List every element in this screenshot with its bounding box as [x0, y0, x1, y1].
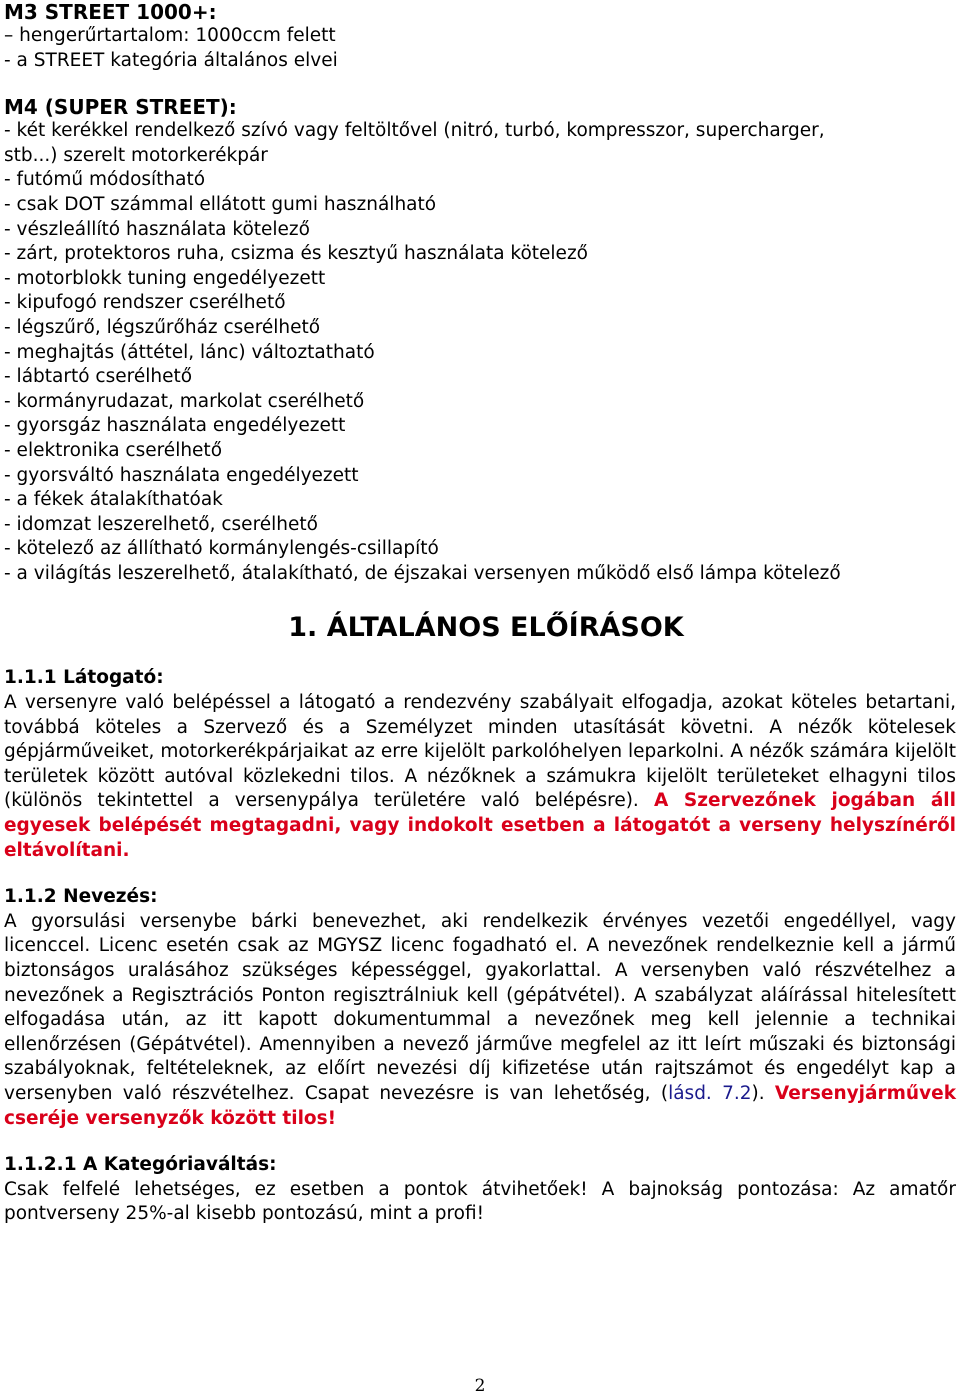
m4-title: M4 (SUPER STREET): — [4, 95, 237, 120]
m4-item: - a világítás leszerelhető, átalakítható, de éjszakai versenyen működő első lámpa kötelező — [4, 562, 841, 584]
kategoria-paragraph: Csak felfelé lehetséges, ez esetben a pontok átvihetőek! A bajnokság pontozása: Az amatőr pontverseny 25%-al kisebb pontozású, mint a profi! — [4, 1178, 956, 1225]
m3-item: - a STREET kategória általános elvei — [4, 49, 338, 71]
m4-item: - vészleállító használata kötelező — [4, 218, 310, 240]
page-number: 2 — [474, 1376, 486, 1396]
m4-item: - meghajtás (áttétel, lánc) változtatható — [4, 341, 375, 363]
m4-item: - elektronika cserélhető — [4, 439, 223, 461]
latogato-red-text: A Szervezőnek jogában áll egyesek belépését megtagadni, vagy indokolt esetben a látogatót a verseny helyszínéről eltávolítani. — [4, 790, 956, 861]
m4-item: - idomzat leszerelhető, cserélhető — [4, 513, 318, 535]
m4-item: - gyorsváltó használata engedélyezett — [4, 464, 359, 486]
m4-item: - kötelező az állítható kormánylengés-csillapító — [4, 538, 439, 560]
m3-title: M3 STREET 1000+: — [4, 0, 217, 24]
m4-item: - gyorsgáz használata engedélyezett — [4, 415, 346, 437]
m3-item: – hengerűrtartalom: 1000ccm felett — [4, 25, 336, 46]
m4-item: - csak DOT számmal ellátott gumi használható — [4, 193, 437, 215]
m4-item: - zárt, protektoros ruha, csizma és kesztyű használata kötelező — [4, 243, 588, 265]
m4-item: stb...) szerelt motorkerékpár — [4, 144, 268, 166]
latogato-title: 1.1.1 Látogató: — [4, 667, 164, 689]
nevezes-red-text: Versenyjárművek cseréje versenyzők között tilos! — [4, 1082, 956, 1129]
nevezes-paragraph — [4, 910, 956, 1131]
nevezes-after-link: ). — [751, 1082, 775, 1104]
m4-item: - motorblokk tuning engedélyezett — [4, 267, 326, 289]
latogato-text: A versenyre való belépéssel a látogató a rendezvény szabályait elfogadja, azokat köteles betartani, továbbá köteles a Szervező és a Személyzet minden utasítását követni. A nézők kötelesek gépjárműveiket, motorkerékpárjaikat az erre kijelölt parkolóhelyen leparkolni. A nézők számára kijelölt területek között autóval közlekedni tilos. A nézőknek a számukra kijelölt területeket elhagyni tilos (különös tekintettel a versenypálya területére való belépésre). — [4, 692, 956, 812]
m4-item: - futómű módosítható — [4, 169, 206, 191]
m4-item: - légszűrő, légszűrőház cserélhető — [4, 316, 321, 338]
m4-item: - kormányrudazat, markolat cserélhető — [4, 390, 365, 412]
m4-item: - két kerékkel rendelkező szívó vagy feltöltővel (nitró, turbó, kompresszor, supercharger, — [4, 120, 825, 142]
m4-item: - kipufogó rendszer cserélhető — [4, 292, 286, 314]
section-reference-link[interactable]: lásd. 7.2 — [668, 1082, 752, 1104]
latogato-paragraph — [4, 691, 956, 863]
m4-item: - lábtartó cserélhető — [4, 366, 193, 388]
kategoria-title: 1.1.2.1 A Kategóriaváltás: — [4, 1154, 277, 1176]
document-page — [4, 0, 956, 1227]
nevezes-text: A gyorsulási versenybe bárki benevezhet, aki rendelkezik érvényes vezetői engedéllyel, vagy licenccel. Licenc esetén csak az MGYSZ licenc fogadható el. A nevezőnek rendelkeznie kell a jármű biztonságos uralásához szükséges képességgel, gyakorlattal. A versenyben való részvételhez a nevezőnek a Regisztrációs Ponton regisztrálniuk kell (gépátvétel). A szabályzat aláírással hitelesített elfogadása után, az itt kapott dokumentummal a nevezőnek meg kell jelennie a technikai ellenőrzésen (Gépátvétel). Amennyiben a nevező járműve megfelel az itt leírt műszaki és biztonsági szabályoknak, feltételeknek, az előírt nevezési díj kifizetése után rajtszámot és engedélyt kap a versenyben való részvételhez. Csapat nevezésre is van lehetőség, ( — [4, 910, 956, 1104]
m4-item: - a fékek átalakíthatóak — [4, 489, 223, 511]
nevezes-title: 1.1.2 Nevezés: — [4, 886, 158, 908]
section-title: 1. ÁLTALÁNOS ELŐÍRÁSOK — [288, 612, 684, 644]
